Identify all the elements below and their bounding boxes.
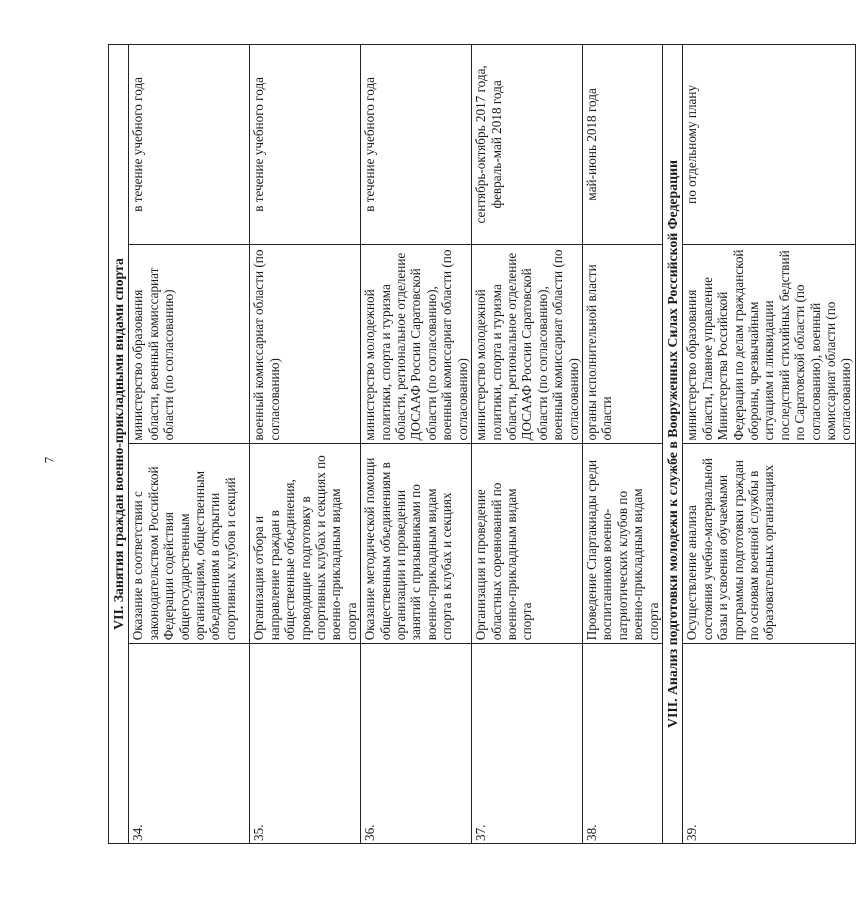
table-row — [472, 45, 583, 844]
executors-cell: органы исполнительной власти области — [582, 244, 662, 444]
period-cell: сентябрь-октябрь 2017 года, февраль-май 2018 года — [472, 45, 583, 245]
table-row — [250, 45, 361, 844]
table-row — [683, 45, 855, 844]
rotated-table-container — [108, 44, 854, 844]
table-row — [582, 45, 662, 844]
page-number: 7 — [41, 456, 57, 464]
period-cell: в течение учебного года — [129, 45, 250, 245]
executors-cell: министерство молодежной политики, спорта и туризма области, региональное отделение ДОСААФ России Саратовской области (по согласованию), военный комиссариат области (по согласованию) — [361, 244, 472, 444]
row-number: 36. — [361, 644, 472, 844]
row-number: 34. — [129, 644, 250, 844]
activity-cell: Оказание методической помощи общественным объединениям в организации и проведении занятий с призывниками по военно-прикладным видам спорта в клубах и секциях — [361, 444, 472, 644]
row-number: 35. — [250, 644, 361, 844]
activity-cell: Проведение Спартакиады среди воспитанников военно-патриотических клубов по военно-прикладным видам спорта — [582, 444, 662, 644]
activity-cell: Осуществление анализа состояния учебно-материальной базы и усвоения обучаемыми программы подготовки граждан по основам военной службы в образовательных организациях — [683, 444, 855, 644]
table-row — [129, 45, 250, 844]
section-title: VIII. Анализ подготовки молодежи к службе в Вооруженных Силах Российской Федерации — [662, 45, 682, 844]
period-cell: по отдельному плану — [683, 45, 855, 245]
section-title: VII. Занятия граждан военно-прикладными видами спорта — [109, 45, 129, 844]
period-cell: в течение учебного года — [250, 45, 361, 245]
section-header-vii — [109, 45, 129, 844]
period-cell: в течение учебного года — [361, 45, 472, 245]
activity-cell: Организация и проведение областных соревнований по военно-прикладным видам спорта — [472, 444, 583, 644]
executors-cell: министерство образования области, военный комиссариат области (по согласованию) — [129, 244, 250, 444]
section-header-viii — [662, 45, 682, 844]
activity-cell: Организация отбора и направление граждан в общественные объединения, проводящие подготовку в спортивных клубах и секциях по военно-прикладным видам спорта — [250, 444, 361, 644]
plan-table — [108, 44, 856, 844]
period-cell: май-июнь 2018 года — [582, 45, 662, 245]
table-row — [361, 45, 472, 844]
row-number: 39. — [683, 644, 855, 844]
activity-cell: Оказание в соответствии с законодательством Российской Федерации содействия общегосударственным организациям, общественным объединениям в открытии спортивных клубов и секций — [129, 444, 250, 644]
row-number: 38. — [582, 644, 662, 844]
executors-cell: министерство образования области, Главное управление Министерства Российской Федерации по делам гражданской обороны, чрезвычайным ситуациям и ликвидации последствий стихийных бедствий по Саратовской области (по согласованию), военный комиссариат области (по согласованию) — [683, 244, 855, 444]
executors-cell: военный комиссариат области (по согласованию) — [250, 244, 361, 444]
executors-cell: министерство молодежной политики, спорта и туризма области, региональное отделение ДОСААФ России Саратовской области (по согласованию), военный комиссариат области (по согласованию) — [472, 244, 583, 444]
row-number: 37. — [472, 644, 583, 844]
